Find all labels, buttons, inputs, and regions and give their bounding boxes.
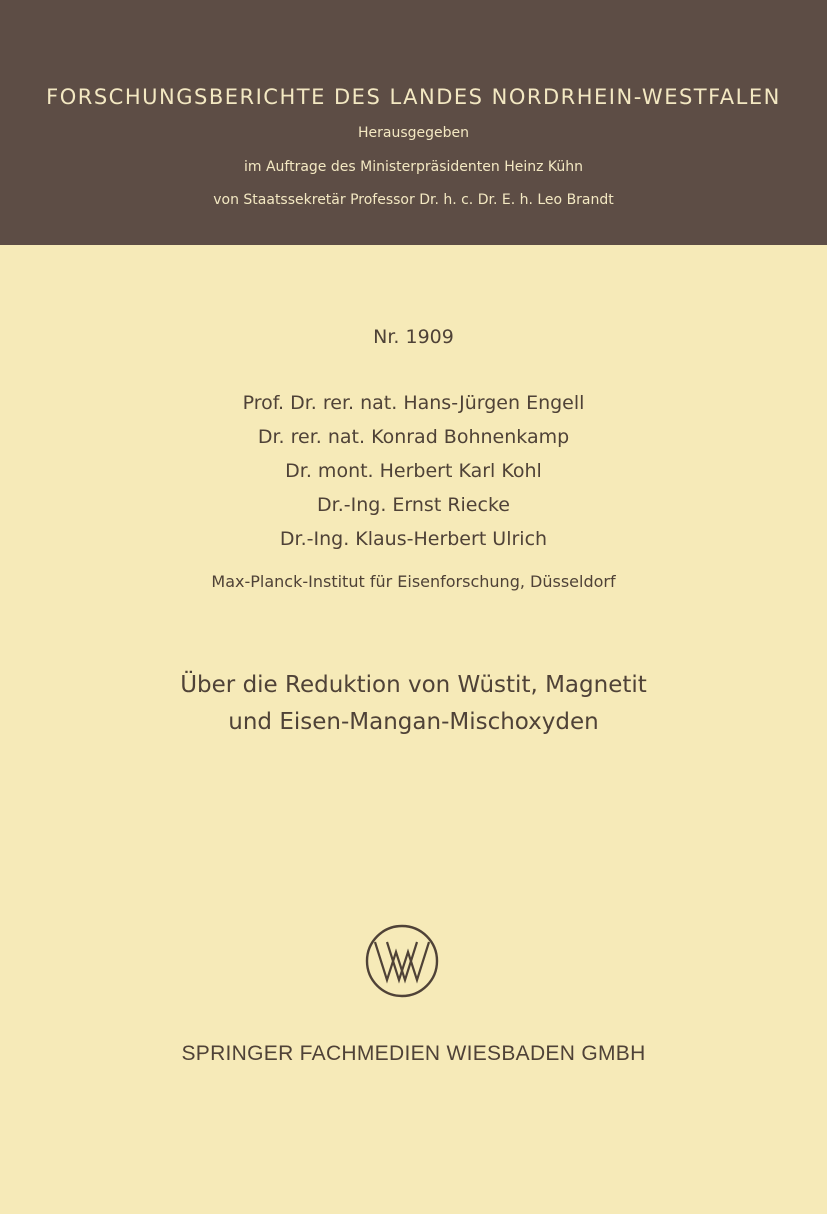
report-number: Nr. 1909 <box>373 326 454 348</box>
book-title-line-2: und Eisen-Mangan-Mischoxyden <box>228 709 599 735</box>
editor-line-2: im Auftrage des Ministerpräsidenten Heinz Kühn <box>243 159 584 175</box>
author-line: Dr. rer. nat. Konrad Bohnenkamp <box>257 426 570 448</box>
author-line: Prof. Dr. rer. nat. Hans-Jürgen Engell <box>242 392 585 414</box>
publisher-logo-icon <box>365 924 439 998</box>
author-line: Dr. mont. Herbert Karl Kohl <box>285 460 542 482</box>
publisher-name: SPRINGER FACHMEDIEN WIESBADEN GMBH <box>181 1042 646 1065</box>
book-title-line-1: Über die Reduktion von Wüstit, Magnetit <box>180 672 647 698</box>
series-header <box>0 0 827 245</box>
editor-line-1: Herausgegeben <box>357 125 469 141</box>
author-line: Dr.-Ing. Klaus-Herbert Ulrich <box>279 528 548 550</box>
series-title: FORSCHUNGSBERICHTE DES LANDES NORDRHEIN-WESTFALEN <box>46 85 781 109</box>
editor-line-3: von Staatssekretär Professor Dr. h. c. Dr. E. h. Leo Brandt <box>213 192 614 208</box>
author-line: Dr.-Ing. Ernst Riecke <box>317 494 510 516</box>
institute: Max-Planck-Institut für Eisenforschung, Düsseldorf <box>211 572 616 591</box>
